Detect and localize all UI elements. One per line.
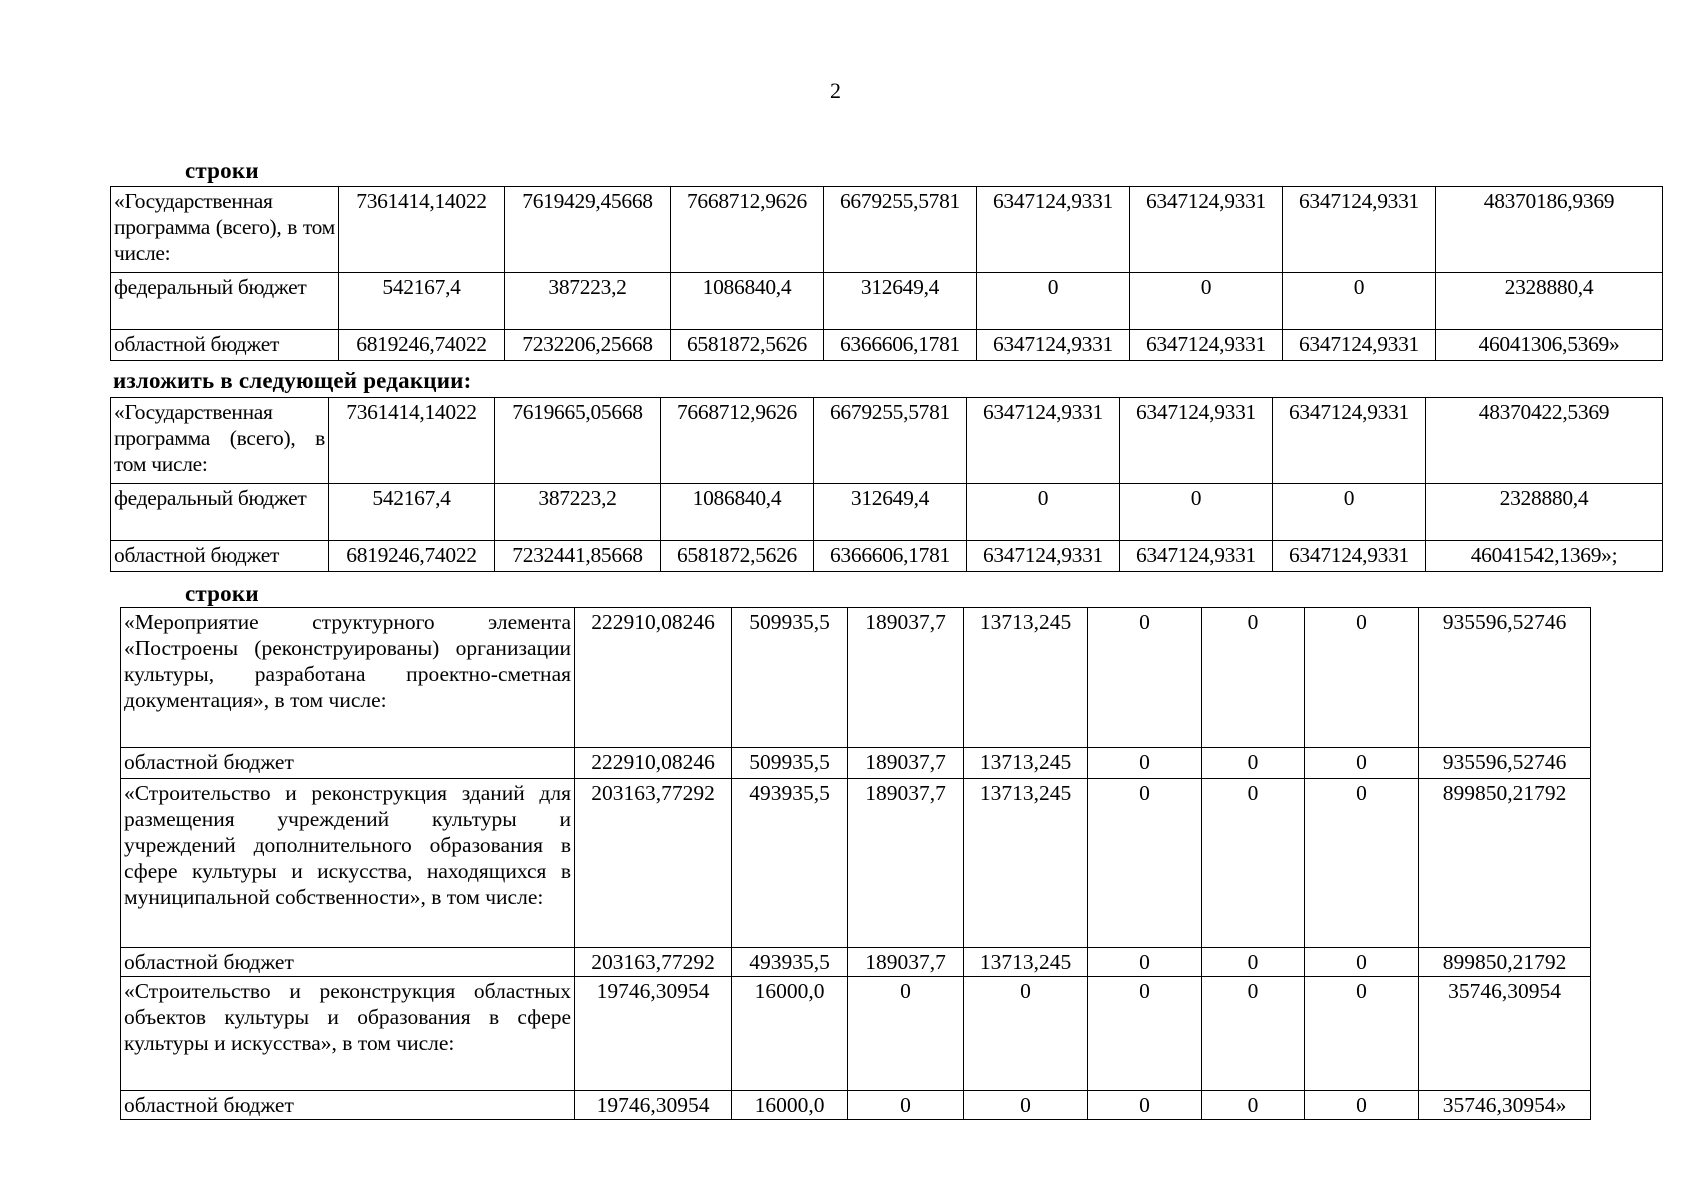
cell: 13713,245 xyxy=(964,779,1088,948)
cell: 312649,4 xyxy=(824,273,977,330)
table-row xyxy=(111,187,1663,273)
cell: 6819246,74022 xyxy=(339,330,505,361)
cell-total: 935596,52746 xyxy=(1419,608,1591,748)
cell-total: 35746,30954» xyxy=(1419,1091,1591,1120)
cell: 6347124,9331 xyxy=(1273,541,1426,572)
row-name: «Строительство и реконструкция областных объектов культуры и образования в сфере культуры и искусства», в том числе: xyxy=(121,977,575,1091)
cell: 6366606,1781 xyxy=(814,541,967,572)
cell-total: 48370186,9369 xyxy=(1436,187,1663,273)
cell: 6679255,5781 xyxy=(824,187,977,273)
cell: 0 xyxy=(848,977,964,1091)
cell: 203163,77292 xyxy=(575,779,732,948)
cell: 189037,7 xyxy=(848,608,964,748)
rows-label-1: строки xyxy=(185,158,259,183)
table-row xyxy=(111,398,1663,484)
table-row xyxy=(121,748,1591,779)
cell: 7619429,45668 xyxy=(505,187,671,273)
table-row xyxy=(121,977,1591,1091)
cell: 0 xyxy=(1202,748,1305,779)
cell: 13713,245 xyxy=(964,948,1088,977)
cell: 0 xyxy=(1088,779,1202,948)
cell: 6366606,1781 xyxy=(824,330,977,361)
cell: 6581872,5626 xyxy=(661,541,814,572)
cell: 19746,30954 xyxy=(575,1091,732,1120)
row-name: областной бюджет xyxy=(121,748,575,779)
table-row xyxy=(111,330,1663,361)
row-name: областной бюджет xyxy=(111,541,329,572)
cell: 7619665,05668 xyxy=(495,398,661,484)
cell: 222910,08246 xyxy=(575,608,732,748)
cell: 6347124,9331 xyxy=(1283,330,1436,361)
cell: 0 xyxy=(964,1091,1088,1120)
cell-total: 46041306,5369» xyxy=(1436,330,1663,361)
cell: 7361414,14022 xyxy=(339,187,505,273)
cell: 7668712,9626 xyxy=(661,398,814,484)
cell: 7232206,25668 xyxy=(505,330,671,361)
table-row xyxy=(121,608,1591,748)
cell: 6347124,9331 xyxy=(1120,541,1273,572)
cell-total: 2328880,4 xyxy=(1436,273,1663,330)
cell: 0 xyxy=(1202,779,1305,948)
cell: 19746,30954 xyxy=(575,977,732,1091)
cell: 312649,4 xyxy=(814,484,967,541)
table-current-program xyxy=(110,186,1663,361)
cell: 0 xyxy=(1130,273,1283,330)
row-name: «Мероприятие структурного элемента «Построены (реконструированы) организации культуры, разработана проектно-сметная документация», в том числе: xyxy=(121,608,575,748)
cell: 189037,7 xyxy=(848,948,964,977)
cell: 0 xyxy=(1305,608,1419,748)
row-name: «Государственная программа (всего), в том числе: xyxy=(111,398,329,484)
cell: 0 xyxy=(1120,484,1273,541)
cell-total: 2328880,4 xyxy=(1426,484,1663,541)
cell: 6347124,9331 xyxy=(977,187,1130,273)
cell: 493935,5 xyxy=(732,779,848,948)
cell: 0 xyxy=(1273,484,1426,541)
cell-total: 48370422,5369 xyxy=(1426,398,1663,484)
cell: 0 xyxy=(1305,779,1419,948)
cell: 0 xyxy=(1088,948,1202,977)
cell-total: 46041542,1369»; xyxy=(1426,541,1663,572)
cell: 6581872,5626 xyxy=(671,330,824,361)
cell: 509935,5 xyxy=(732,608,848,748)
page-number: 2 xyxy=(830,78,841,103)
row-name: «Государственная программа (всего), в том числе: xyxy=(111,187,339,273)
cell-total: 35746,30954 xyxy=(1419,977,1591,1091)
cell: 509935,5 xyxy=(732,748,848,779)
cell: 6347124,9331 xyxy=(977,330,1130,361)
cell: 6347124,9331 xyxy=(967,541,1120,572)
cell: 222910,08246 xyxy=(575,748,732,779)
cell: 1086840,4 xyxy=(661,484,814,541)
cell: 0 xyxy=(1088,748,1202,779)
cell: 0 xyxy=(1088,1091,1202,1120)
cell: 0 xyxy=(964,977,1088,1091)
cell: 0 xyxy=(1202,608,1305,748)
table-row xyxy=(121,1091,1591,1120)
cell: 6347124,9331 xyxy=(1283,187,1436,273)
cell: 542167,4 xyxy=(339,273,505,330)
cell: 0 xyxy=(1305,948,1419,977)
row-name: федеральный бюджет xyxy=(111,484,329,541)
cell: 189037,7 xyxy=(848,748,964,779)
row-name: «Строительство и реконструкция зданий для размещения учреждений культуры и учреждений дополнительного образования в сфере культуры и искусства, находящихся в муниципальной собственности», в том числе: xyxy=(121,779,575,948)
cell: 203163,77292 xyxy=(575,948,732,977)
table-row xyxy=(111,484,1663,541)
cell: 387223,2 xyxy=(495,484,661,541)
cell: 0 xyxy=(1305,1091,1419,1120)
row-name: областной бюджет xyxy=(111,330,339,361)
cell: 16000,0 xyxy=(732,1091,848,1120)
cell: 493935,5 xyxy=(732,948,848,977)
cell: 0 xyxy=(1305,748,1419,779)
cell: 0 xyxy=(1088,608,1202,748)
table-row xyxy=(121,779,1591,948)
cell: 6819246,74022 xyxy=(329,541,495,572)
cell-total: 899850,21792 xyxy=(1419,779,1591,948)
row-name: областной бюджет xyxy=(121,1091,575,1120)
row-name: федеральный бюджет xyxy=(111,273,339,330)
cell: 0 xyxy=(1202,948,1305,977)
cell: 16000,0 xyxy=(732,977,848,1091)
cell: 0 xyxy=(967,484,1120,541)
cell: 0 xyxy=(1283,273,1436,330)
cell: 6347124,9331 xyxy=(967,398,1120,484)
cell: 0 xyxy=(848,1091,964,1120)
table-new-program xyxy=(110,397,1663,572)
cell-total: 899850,21792 xyxy=(1419,948,1591,977)
cell: 542167,4 xyxy=(329,484,495,541)
cell: 6347124,9331 xyxy=(1130,330,1283,361)
cell: 0 xyxy=(977,273,1130,330)
cell: 6679255,5781 xyxy=(814,398,967,484)
cell: 1086840,4 xyxy=(671,273,824,330)
cell: 6347124,9331 xyxy=(1120,398,1273,484)
cell: 6347124,9331 xyxy=(1130,187,1283,273)
row-name: областной бюджет xyxy=(121,948,575,977)
cell: 0 xyxy=(1305,977,1419,1091)
cell: 0 xyxy=(1202,1091,1305,1120)
cell: 189037,7 xyxy=(848,779,964,948)
cell: 387223,2 xyxy=(505,273,671,330)
cell: 7361414,14022 xyxy=(329,398,495,484)
table-row xyxy=(111,541,1663,572)
cell: 0 xyxy=(1202,977,1305,1091)
cell: 6347124,9331 xyxy=(1273,398,1426,484)
cell: 13713,245 xyxy=(964,748,1088,779)
table-row xyxy=(111,273,1663,330)
rows-label-2: строки xyxy=(185,581,259,606)
cell-total: 935596,52746 xyxy=(1419,748,1591,779)
replace-label: изложить в следующей редакции: xyxy=(113,368,472,393)
cell: 0 xyxy=(1088,977,1202,1091)
cell: 7232441,85668 xyxy=(495,541,661,572)
cell: 13713,245 xyxy=(964,608,1088,748)
table-structural-element xyxy=(120,607,1591,1120)
cell: 7668712,9626 xyxy=(671,187,824,273)
table-row xyxy=(121,948,1591,977)
